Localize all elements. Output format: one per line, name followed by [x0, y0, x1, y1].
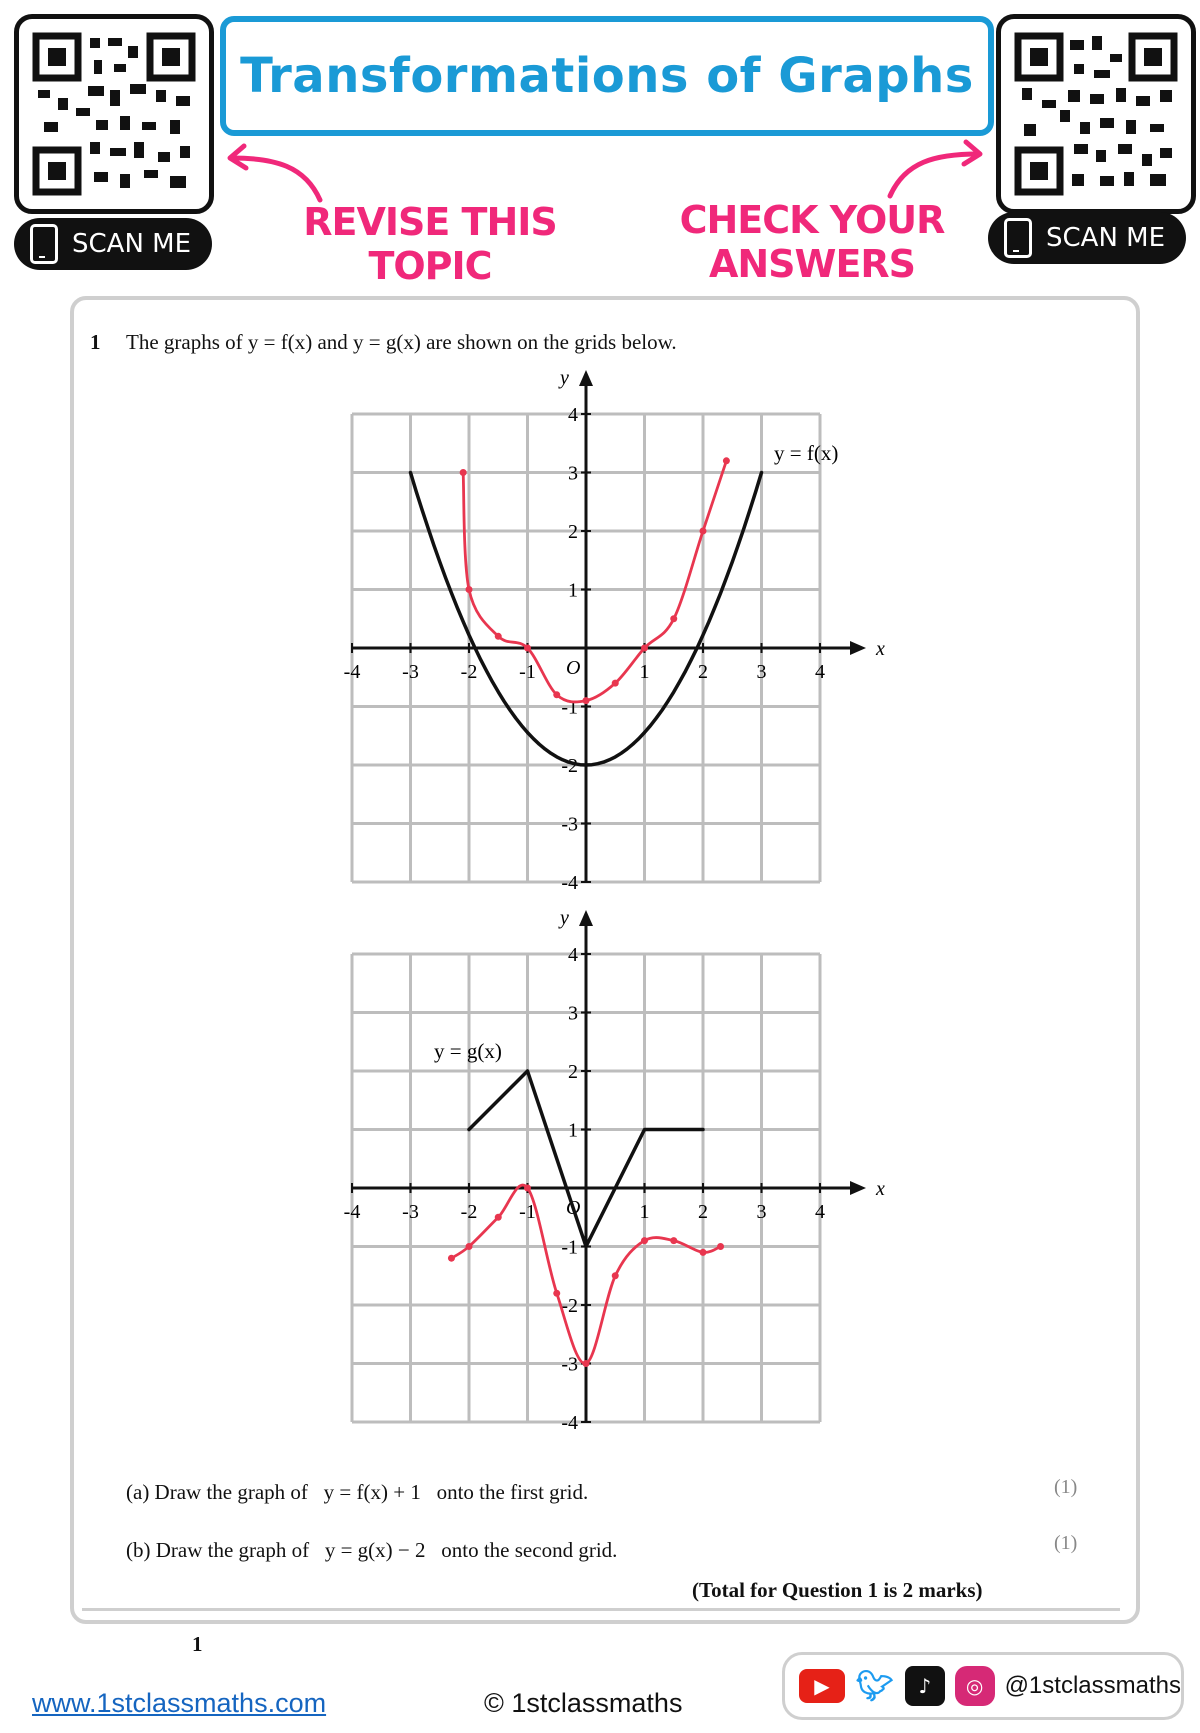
part-a-text: (a) Draw the graph of y = f(x) + 1 onto the first grid.: [126, 1480, 589, 1504]
y-tick-label: 2: [568, 1061, 578, 1083]
x-tick-label: 3: [756, 1201, 767, 1223]
scan-me-label: SCAN ME: [1046, 223, 1166, 253]
title-banner: [220, 16, 994, 136]
right-scan-me-badge[interactable]: [988, 212, 1186, 264]
tiktok-icon[interactable]: ♪: [905, 1666, 945, 1706]
x-axis-label: x: [876, 638, 885, 660]
x-tick-label: 4: [815, 661, 825, 683]
y-tick-label: -3: [561, 813, 578, 836]
instagram-icon[interactable]: ◎: [955, 1666, 995, 1706]
card-divider: [82, 1608, 1120, 1611]
y-axis-label: y: [560, 907, 569, 929]
qr-pattern-icon: [1006, 24, 1186, 204]
y-axis-label: y: [560, 367, 569, 389]
y-axis-arrow: [579, 910, 593, 926]
callout-line: TOPIC: [368, 244, 492, 288]
x-tick-label: -3: [402, 661, 419, 683]
x-tick-label: 2: [698, 1201, 708, 1223]
social-handle: @1stclassmaths: [1004, 1672, 1181, 1699]
y-tick-label: -2: [561, 755, 578, 777]
graph-f: [330, 360, 890, 900]
callout-line: REVISE THIS: [303, 200, 557, 244]
x-tick-label: -4: [343, 661, 361, 683]
part-b-marks: (1): [1054, 1532, 1078, 1554]
y-tick-label: -4: [561, 1412, 578, 1434]
right-qr-code[interactable]: [996, 14, 1196, 214]
y-tick-label: 2: [568, 521, 578, 543]
y-tick-label: -1: [561, 1236, 578, 1259]
series-label: y = f(x): [774, 441, 839, 465]
x-tick-label: -2: [460, 1201, 478, 1223]
total-marks: (Total for Question 1 is 2 marks): [692, 1578, 983, 1602]
phone-icon: [1004, 218, 1032, 258]
y-tick-label: 4: [568, 404, 578, 426]
x-axis-arrow: [850, 641, 866, 655]
revise-topic-callout[interactable]: [270, 200, 590, 288]
social-bar: [782, 1652, 1184, 1720]
y-tick-label: 3: [568, 462, 578, 485]
y-tick-label: 1: [568, 1119, 578, 1142]
scan-me-label: SCAN ME: [72, 229, 192, 259]
y-tick-label: -2: [561, 1295, 578, 1317]
twitter-icon[interactable]: 🐦︎: [855, 1666, 895, 1706]
x-tick-label: -2: [460, 661, 478, 683]
series-label: y = g(x): [434, 1039, 502, 1063]
question-intro: The graphs of y = f(x) and y = g(x) are shown on the grids below.: [126, 330, 677, 354]
part-b-text: (b) Draw the graph of y = g(x) − 2 onto the second grid.: [126, 1538, 618, 1562]
x-tick-label: -3: [402, 1201, 419, 1223]
y-tick-label: 4: [568, 944, 578, 966]
copyright: © 1stclassmaths: [484, 1688, 683, 1718]
left-scan-me-badge[interactable]: [14, 218, 212, 270]
phone-icon: [30, 224, 58, 264]
x-tick-label: 1: [639, 661, 650, 683]
part-a-marks: (1): [1054, 1476, 1078, 1498]
youtube-icon[interactable]: ▶: [799, 1669, 845, 1703]
x-tick-label: 3: [756, 661, 767, 683]
callout-line: ANSWERS: [708, 242, 916, 286]
y-tick-label: -4: [561, 872, 578, 894]
website-link[interactable]: www.1stclassmaths.com: [32, 1688, 327, 1718]
x-tick-label: 4: [815, 1201, 825, 1223]
x-tick-label: 2: [698, 661, 708, 683]
x-axis-label: x: [876, 1178, 885, 1200]
graph-g: [330, 900, 890, 1440]
x-tick-label: -4: [343, 1201, 361, 1223]
left-qr-code[interactable]: [14, 14, 214, 214]
x-tick-label: 1: [639, 1201, 650, 1223]
page-title: Transformations of Graphs: [240, 48, 974, 104]
y-tick-label: -3: [561, 1353, 578, 1376]
y-tick-label: 3: [568, 1002, 578, 1025]
right-arrow-icon: [880, 132, 990, 202]
qr-pattern-icon: [24, 24, 204, 204]
origin-label: O: [566, 1197, 581, 1219]
origin-label: O: [566, 657, 581, 679]
callout-line: CHECK YOUR: [679, 198, 945, 242]
y-axis-arrow: [579, 370, 593, 386]
left-arrow-icon: [220, 136, 330, 206]
x-axis-arrow: [850, 1181, 866, 1195]
question-number: 1: [90, 330, 101, 354]
x-tick-label: -1: [519, 1201, 536, 1223]
y-tick-label: 1: [568, 579, 578, 602]
check-answers-callout[interactable]: [652, 198, 972, 286]
page-number: 1: [192, 1632, 203, 1656]
x-tick-label: -1: [519, 661, 536, 683]
y-tick-label: -1: [561, 696, 578, 719]
